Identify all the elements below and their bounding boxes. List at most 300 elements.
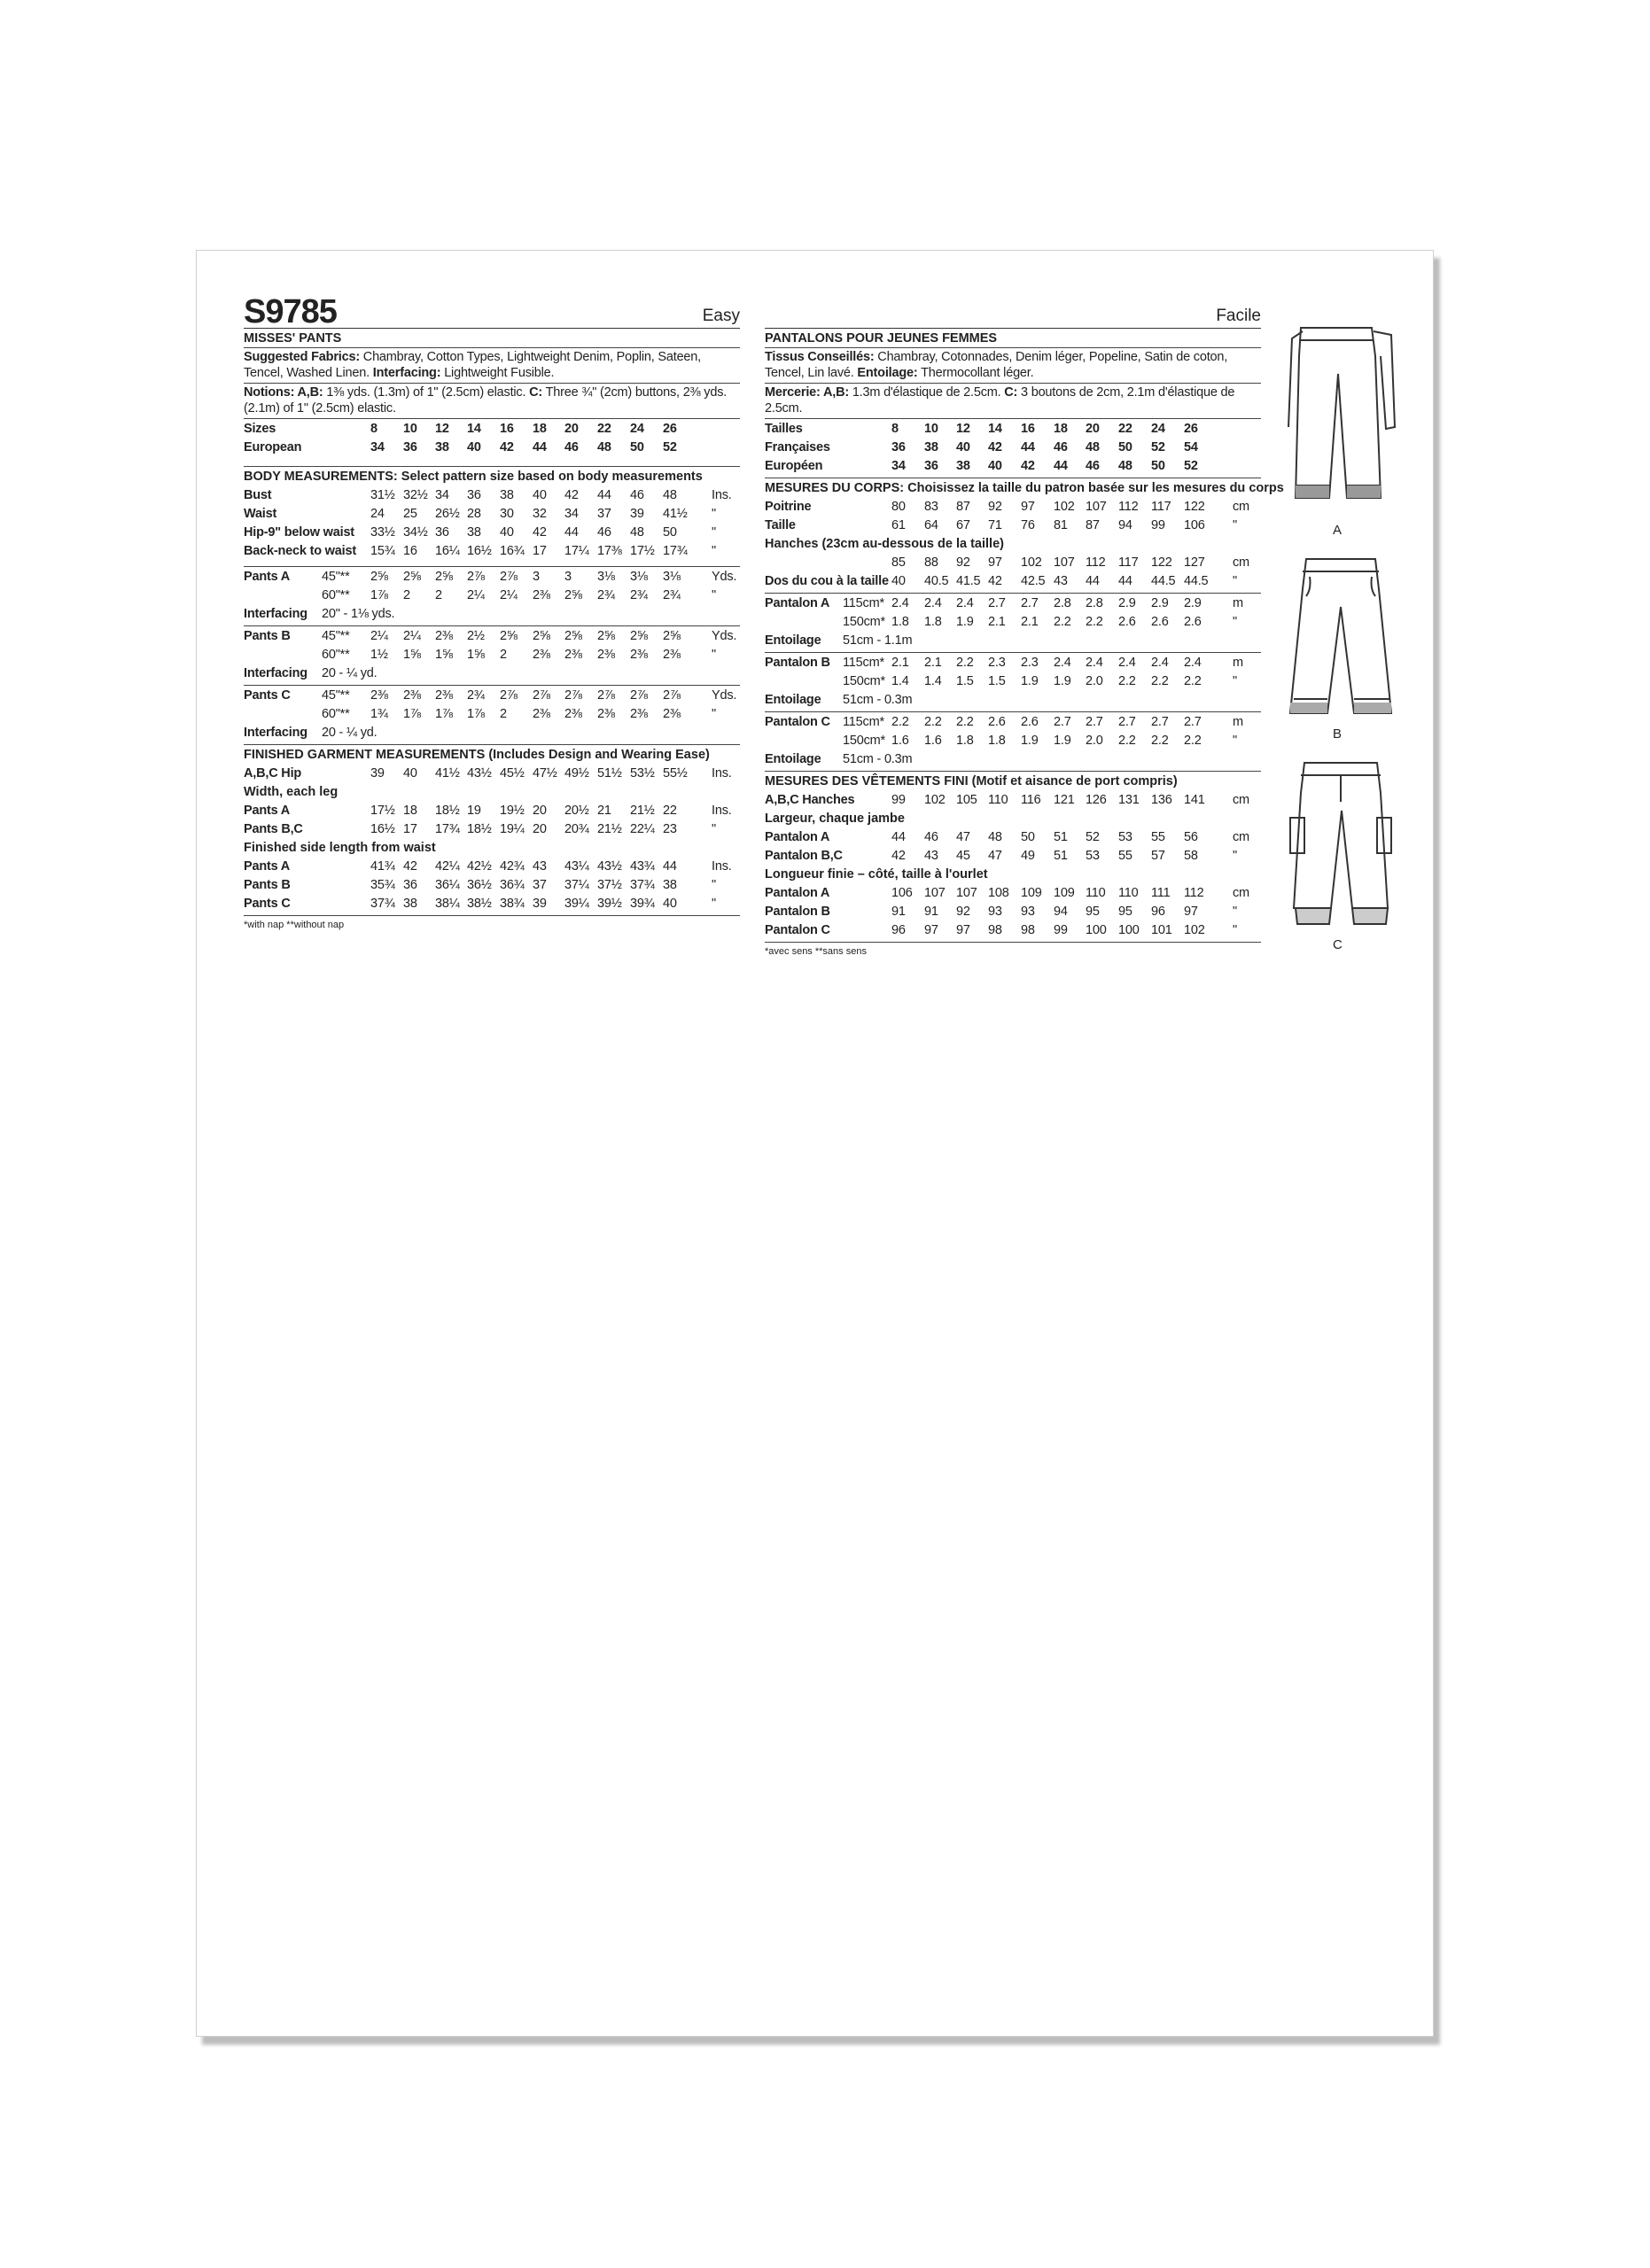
table-row [244,486,740,505]
table-cell: 2 [403,588,410,602]
row-unit: " [1233,905,1237,919]
table-cell: 2.9 [1151,596,1169,610]
table-cell: 105 [956,793,977,807]
row-unit: cm [1233,830,1249,844]
table-cell: 91 [924,905,938,919]
table-cell: 47 [956,830,970,844]
table-cell: 14 [467,422,481,436]
table-cell: 42 [403,859,417,874]
table-cell: 2½ [467,629,485,643]
table-cell: 21 [597,804,611,818]
table-cell: 3⅛ [597,570,615,584]
table-cell: 2⅝ [370,570,388,584]
table-cell: 1⅞ [403,707,421,721]
table-cell: 36½ [467,878,492,892]
table-cell: 35¾ [370,878,395,892]
table-cell: 101 [1151,923,1172,937]
table-cell: 108 [988,886,1009,900]
table-cell: 2.9 [1184,596,1202,610]
table-cell: 51 [1054,849,1068,863]
table-cell: 106 [1184,518,1205,532]
table-cell: 1.9 [1054,674,1071,688]
table-cell: 41½ [435,766,460,781]
table-cell: 2⅝ [403,570,421,584]
table-cell: 2⅜ [533,648,550,662]
table-cell: 52 [1184,459,1198,473]
hip-row-fr: cm 85 88 92 97 102 107 112 117 122 127 [891,555,1249,570]
table-row [244,568,740,586]
table-cell: 102 [1184,923,1205,937]
table-cell: 1.5 [956,674,974,688]
table-cell: 2⅞ [533,688,550,703]
row-unit: m [1233,715,1243,729]
table-cell: 2⅝ [564,629,582,643]
table-cell: 97 [988,555,1002,570]
table-cell: 1½ [370,648,388,662]
table-cell: 95 [1118,905,1132,919]
table-cell: 36 [891,440,906,454]
table-cell: 2 [500,648,507,662]
table-cell: 117 [1151,500,1171,514]
table-cell: 49½ [564,766,589,781]
sizes-row-fr: Tailles 8 10 12 14 16 18 20 22 24 26 [765,422,1198,436]
table-cell: 10 [924,422,938,436]
table-cell: 1⅞ [435,707,453,721]
table-cell: 20 [533,822,547,836]
table-row [765,903,1261,921]
row-unit: " [712,544,716,558]
garment-title-fr: PANTALONS POUR JEUNES FEMMES [765,331,998,346]
english-column [244,292,740,930]
table-cell: 110 [988,793,1008,807]
table-cell: 99 [1151,518,1165,532]
table-cell: 37¾ [630,878,655,892]
table-cell: 47 [988,849,1002,863]
table-row [765,672,1261,691]
table-cell: 45 [956,849,970,863]
row-label: Back-neck to waist [244,544,356,558]
table-cell: 44 [533,440,547,454]
row-sublabel: 115cm* [843,715,884,729]
table-cell: 2.6 [1021,715,1039,729]
table-cell: 44 [597,488,611,502]
table-cell: 17 [533,544,547,558]
row-unit: cm [1233,793,1249,807]
table-cell: 2⅜ [663,707,681,721]
row-sublabel: 115cm* [843,656,884,670]
table-cell: 17⅜ [597,544,622,558]
row-unit: Ins. [712,766,732,781]
table-cell: 54 [1184,440,1198,454]
row-text: 51cm - 1.1m [843,633,913,648]
view-a-label: A [1333,523,1343,538]
table-cell: 2⅜ [435,688,453,703]
table-cell: 42½ [467,859,492,874]
table-cell: 71 [988,518,1002,532]
table-row [765,732,1261,750]
table-row [244,820,740,839]
table-cell: 2¾ [467,688,485,703]
row-label: Pantalon A [765,830,830,844]
table-cell: 2⅞ [500,570,518,584]
table-cell: 40 [533,488,547,502]
table-cell: 2.4 [1184,656,1202,670]
table-cell: 53 [1118,830,1132,844]
interfacing-row [765,750,1261,769]
table-cell: 2⅜ [564,707,582,721]
table-cell: 28 [467,507,481,521]
table-cell: 1.9 [1021,734,1039,748]
row-unit: " [1233,615,1237,629]
table-cell: 36¼ [435,878,460,892]
table-cell: 22 [597,422,611,436]
interfacing-row [765,632,1261,650]
table-cell: 53½ [630,766,655,781]
table-cell: 2.4 [956,596,974,610]
table-cell: 46 [597,525,611,540]
table-cell: 2⅞ [467,570,485,584]
row-unit: Yds. [712,688,737,703]
table-cell: 2.4 [924,596,942,610]
sub-heading: Longueur finie – côté, taille à l'ourlet [765,867,988,882]
table-cell: 19½ [500,804,525,818]
table-cell: 42 [1021,459,1035,473]
row-label: Taille [765,518,796,532]
table-cell: 22 [1118,422,1132,436]
table-cell: 55 [1118,849,1132,863]
table-row [765,847,1261,866]
row-unit: " [1233,674,1237,688]
table-cell: 12 [435,422,449,436]
finished-heading-fr: MESURES DES VÊTEMENTS FINI (Motif et aisance de port compris) [765,774,1178,788]
table-cell: 2⅜ [663,648,681,662]
table-cell: 36 [924,459,938,473]
row-label: Pantalon B [765,905,830,919]
table-cell: 2.4 [1118,656,1136,670]
row-label: Pantalon B,C [765,849,843,863]
sub-heading: Width, each leg [244,785,339,799]
table-cell: 16½ [467,544,492,558]
table-cell: 102 [1021,555,1042,570]
row-text: 51cm - 0.3m [843,693,913,707]
table-cell: 97 [924,923,938,937]
table-row [244,705,740,724]
view-c-sketch [1283,757,1398,935]
table-cell: 37½ [597,878,622,892]
table-cell: 98 [988,923,1002,937]
table-cell: 40 [467,440,481,454]
row-text: 20 - ¼ yd. [322,726,377,740]
table-cell: 44 [1021,440,1035,454]
table-cell: 55 [1151,830,1165,844]
table-cell: 106 [891,886,913,900]
table-row [244,646,740,664]
table-cell: 136 [1151,793,1172,807]
row-label: A,B,C Hanches [765,793,855,807]
table-cell: 17½ [630,544,655,558]
row-label: Pants C [244,897,291,911]
table-cell: 2⅝ [663,629,681,643]
table-cell: 127 [1184,555,1205,570]
table-cell: 48 [1086,440,1100,454]
row-unit: m [1233,596,1243,610]
row-label: Bust [244,488,272,502]
table-cell: 107 [924,886,946,900]
table-cell: 80 [891,500,906,514]
table-cell: 110 [1086,886,1106,900]
table-cell: 2¾ [663,588,681,602]
table-row [244,687,740,705]
table-cell: 42 [500,440,514,454]
notions-text: Notions: A,B: 1⅜ yds. (1.3m) of 1" (2.5cm) elastic. C: Three ¾" (2cm) buttons, 2⅜ yds. (2.1m) of 1" (2.5cm) elastic. [244,385,728,416]
interfacing-row [244,724,740,742]
row-sublabel: 150cm* [843,674,885,688]
table-cell: 17¼ [564,544,589,558]
table-cell: 2⅞ [630,688,648,703]
table-cell: 42 [533,525,547,540]
table-cell: 40 [988,459,1002,473]
table-cell: 20 [564,422,579,436]
table-cell: 1⅞ [370,588,388,602]
table-cell: 2⅝ [500,629,518,643]
table-cell: 38¾ [500,897,525,911]
table-cell: 44 [891,830,906,844]
row-unit: Ins. [712,804,732,818]
table-row [765,517,1261,535]
row-unit: " [712,648,716,662]
table-cell: 38 [663,878,677,892]
row-unit: Ins. [712,488,732,502]
table-cell: 36 [403,878,417,892]
view-a-sketch [1283,321,1398,520]
view-b-label: B [1333,726,1343,742]
table-cell: 44.5 [1151,574,1176,588]
table-cell: 2⅝ [564,588,582,602]
row-label: Pants A [244,859,291,874]
table-row [765,713,1261,732]
table-cell: 2.8 [1054,596,1071,610]
finished-table [244,765,740,913]
table-row [244,858,740,876]
table-cell: 39 [630,507,644,521]
francaises-row: Françaises 36 38 40 42 44 46 48 50 52 54 [765,440,1198,454]
table-cell: 112 [1184,886,1204,900]
table-cell: 2.7 [1151,715,1169,729]
table-cell: 2⅜ [630,648,648,662]
table-cell: 31½ [370,488,395,502]
table-cell: 94 [1054,905,1068,919]
table-cell: 91 [891,905,906,919]
table-cell: 2.2 [1086,615,1103,629]
row-label: A,B,C Hip [244,766,302,781]
table-cell: 95 [1086,905,1100,919]
table-cell: 96 [891,923,906,937]
row-label: Entoilage [765,752,821,766]
table-row [244,542,740,561]
table-row [244,586,740,605]
interfacing-row [244,664,740,683]
table-cell: 2⅜ [403,688,421,703]
table-cell: 38 [467,525,481,540]
table-row [244,505,740,524]
table-cell: 126 [1086,793,1107,807]
row-unit: " [712,897,716,911]
table-cell: 2.8 [1086,596,1103,610]
table-cell: 93 [988,905,1002,919]
table-cell: 38½ [467,897,492,911]
table-row [244,802,740,820]
table-cell: 43 [533,859,547,874]
table-cell: 1⅝ [435,648,453,662]
table-cell: 2.1 [891,656,909,670]
table-cell: 1.9 [956,615,974,629]
table-cell: 38 [403,897,417,911]
table-cell: 40 [500,525,514,540]
table-cell: 99 [891,793,906,807]
table-cell: 1.9 [1054,734,1071,748]
table-cell: 2⅜ [630,707,648,721]
row-unit: m [1233,656,1243,670]
table-cell: 14 [988,422,1002,436]
table-cell: 2.1 [1021,615,1039,629]
table-cell: 17½ [370,804,395,818]
table-cell: 111 [1151,886,1171,900]
row-unit: Yds. [712,629,737,643]
table-cell: 42 [988,440,1002,454]
table-cell: 20 [533,804,547,818]
table-cell: 2⅜ [533,588,550,602]
table-cell: 39¾ [630,897,655,911]
table-cell: 48 [630,525,644,540]
footnote: *with nap **without nap [244,920,345,930]
table-cell: 22¼ [630,822,655,836]
table-cell: 33½ [370,525,395,540]
table-cell: 1.9 [1021,674,1039,688]
table-cell: 112 [1086,555,1106,570]
row-label: Pants A [244,570,291,584]
row-sublabel: 115cm* [843,596,884,610]
table-cell: 36 [403,440,417,454]
table-cell: 85 [891,555,906,570]
table-cell: 38 [924,440,938,454]
row-text: 51cm - 0.3m [843,752,913,766]
table-row [765,613,1261,632]
table-row [244,524,740,542]
row-unit: Yds. [712,570,737,584]
table-cell: 16¾ [500,544,525,558]
table-cell: 16½ [370,822,395,836]
yardage-table [244,568,740,745]
garment-title: MISSES' PANTS [244,331,342,346]
table-cell: 40 [403,766,417,781]
table-cell: 97 [1184,905,1198,919]
table-cell: 41¾ [370,859,395,874]
yardage-table-fr [765,594,1261,772]
row-unit: " [1233,849,1237,863]
table-cell: 8 [891,422,899,436]
table-row [244,627,740,646]
table-cell: 131 [1118,793,1140,807]
row-unit: " [712,588,716,602]
fabrics-text-fr: Tissus Conseillés: Chambray, Cotonnades, Denim léger, Popeline, Satin de coton, Tencel, Lin lavé. Entoilage: Thermocollant léger. [765,350,1228,380]
table-cell: 2.2 [956,656,974,670]
table-cell: 64 [924,518,938,532]
table-cell: 51 [1054,830,1068,844]
table-cell: 16 [1021,422,1035,436]
table-cell: 99 [1054,923,1068,937]
table-cell: 2⅞ [564,688,582,703]
table-cell: 107 [956,886,977,900]
table-cell: 2⅜ [533,707,550,721]
table-cell: 24 [370,507,385,521]
row-label: Pantalon B [765,656,830,670]
table-cell: 1.5 [988,674,1006,688]
table-cell: 50 [630,440,644,454]
table-cell: 2.2 [1118,734,1136,748]
table-cell: 39½ [597,897,622,911]
hip-label-fr: Hanches (23cm au-dessous de la taille) [765,537,1004,551]
table-cell: 1.6 [891,734,909,748]
table-cell: 42¼ [435,859,460,874]
table-row [244,876,740,895]
row-unit: Ins. [712,859,732,874]
row-label: Pantalon A [765,596,830,610]
table-cell: 39¼ [564,897,589,911]
footnote-fr: *avec sens **sans sens [765,946,867,957]
table-cell: 92 [988,500,1002,514]
row-label: Poitrine [765,500,812,514]
table-cell: 16 [403,544,417,558]
row-label: Pants B [244,629,291,643]
table-cell: 2¾ [597,588,615,602]
row-label: Pants B,C [244,822,303,836]
finished-heading: FINISHED GARMENT MEASUREMENTS (Includes Design and Wearing Ease) [244,748,710,762]
table-cell: 2.4 [1054,656,1071,670]
table-cell: 1.6 [924,734,942,748]
table-cell: 45½ [500,766,525,781]
table-cell: 1⅝ [403,648,421,662]
view-b-sketch [1283,554,1398,722]
table-cell: 43 [1054,574,1068,588]
table-cell: 2¼ [467,588,485,602]
body-heading-fr: MESURES DU CORPS: Choisissez la taille du patron basée sur les mesures du corps [765,481,1284,495]
table-cell: 2.6 [1151,615,1169,629]
table-cell: 2¼ [370,629,388,643]
table-cell: 2.2 [1184,734,1202,748]
table-cell: 2.2 [1054,615,1071,629]
table-cell: 81 [1054,518,1068,532]
table-cell: 38 [435,440,449,454]
difficulty: Easy [702,307,740,325]
table-cell: 42 [988,574,1002,588]
table-row [765,921,1261,940]
table-cell: 2.4 [1151,656,1169,670]
table-cell: 2.2 [1151,734,1169,748]
table-cell: 102 [924,793,946,807]
table-cell: 87 [956,500,970,514]
table-cell: 50 [1151,459,1165,473]
row-label: Entoilage [765,693,821,707]
table-cell: 26 [663,422,677,436]
row-unit: " [712,525,716,540]
table-cell: 34 [435,488,449,502]
table-cell: 2.2 [1118,674,1136,688]
table-cell: 34½ [403,525,428,540]
table-cell: 40 [891,574,906,588]
table-cell: 1.8 [988,734,1006,748]
table-cell: 37¼ [564,878,589,892]
table-cell: 98 [1021,923,1035,937]
